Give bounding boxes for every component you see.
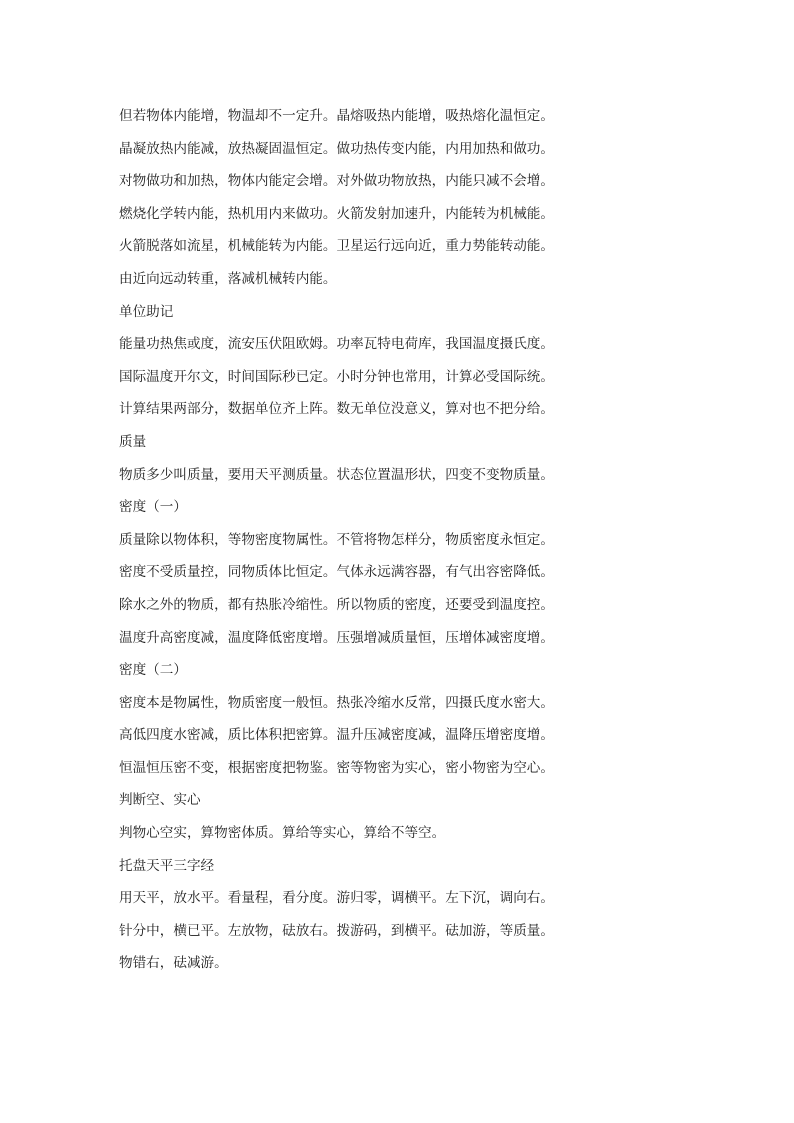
text-line: 国际温度开尔文，时间国际秒已定。小时分钟也常用，计算必受国际统。 xyxy=(119,368,554,385)
text-line: 晶凝放热内能减，放热凝固温恒定。做功热传变内能，内用加热和做功。 xyxy=(119,140,554,157)
section-heading: 密度（二） xyxy=(119,662,187,679)
text-line: 密度本是物属性，物质密度一般恒。热张冷缩水反常，四摄氏度水密大。 xyxy=(119,694,554,711)
text-line: 燃烧化学转内能，热机用内来做功。火箭发射加速升，内能转为机械能。 xyxy=(119,205,554,222)
text-line: 物质多少叫质量，要用天平测质量。状态位置温形状，四变不变物质量。 xyxy=(119,466,554,483)
text-line: 质量除以物体积，等物密度物属性。不管将物怎样分，物质密度永恒定。 xyxy=(119,531,554,548)
section-heading: 托盘天平三字经 xyxy=(119,857,215,874)
section-heading: 单位助记 xyxy=(119,303,174,320)
text-line: 除水之外的物质，都有热胀冷缩性。所以物质的密度，还要受到温度控。 xyxy=(119,596,554,613)
text-line: 火箭脱落如流星，机械能转为内能。卫星运行远向近，重力势能转动能。 xyxy=(119,238,554,255)
text-line: 恒温恒压密不变，根据密度把物鉴。密等物密为实心，密小物密为空心。 xyxy=(119,759,554,776)
text-line: 密度不受质量控，同物质体比恒定。气体永远满容器，有气出容密降低。 xyxy=(119,564,554,581)
text-line: 高低四度水密减，质比体积把密算。温升压减密度减，温降压增密度增。 xyxy=(119,727,554,744)
section-heading: 质量 xyxy=(119,433,147,450)
text-line: 温度升高密度减，温度降低密度增。压强增减质量恒，压增体减密度增。 xyxy=(119,629,554,646)
section-heading: 密度（一） xyxy=(119,499,187,516)
text-line: 能量功热焦或度，流安压伏阻欧姆。功率瓦特电荷库，我国温度摄氏度。 xyxy=(119,336,554,353)
text-line: 判物心空实，算物密体质。算给等实心，算给不等空。 xyxy=(119,825,446,842)
text-line: 针分中，横已平。左放物，砝放右。拨游码，到横平。砝加游，等质量。 xyxy=(119,922,554,939)
text-line: 由近向远动转重，落减机械转内能。 xyxy=(119,270,337,287)
text-line: 但若物体内能增，物温却不一定升。晶熔吸热内能增，吸热熔化温恒定。 xyxy=(119,108,554,124)
section-heading: 判断空、实心 xyxy=(119,792,201,809)
text-line: 物错右，砝减游。 xyxy=(119,955,228,972)
text-line: 用天平，放水平。看量程，看分度。游归零，调横平。左下沉，调向右。 xyxy=(119,890,554,907)
text-line: 对物做功和加热，物体内能定会增。对外做功物放热，内能只减不会增。 xyxy=(119,173,554,190)
text-line: 计算结果两部分，数据单位齐上阵。数无单位没意义，算对也不把分给。 xyxy=(119,401,554,418)
